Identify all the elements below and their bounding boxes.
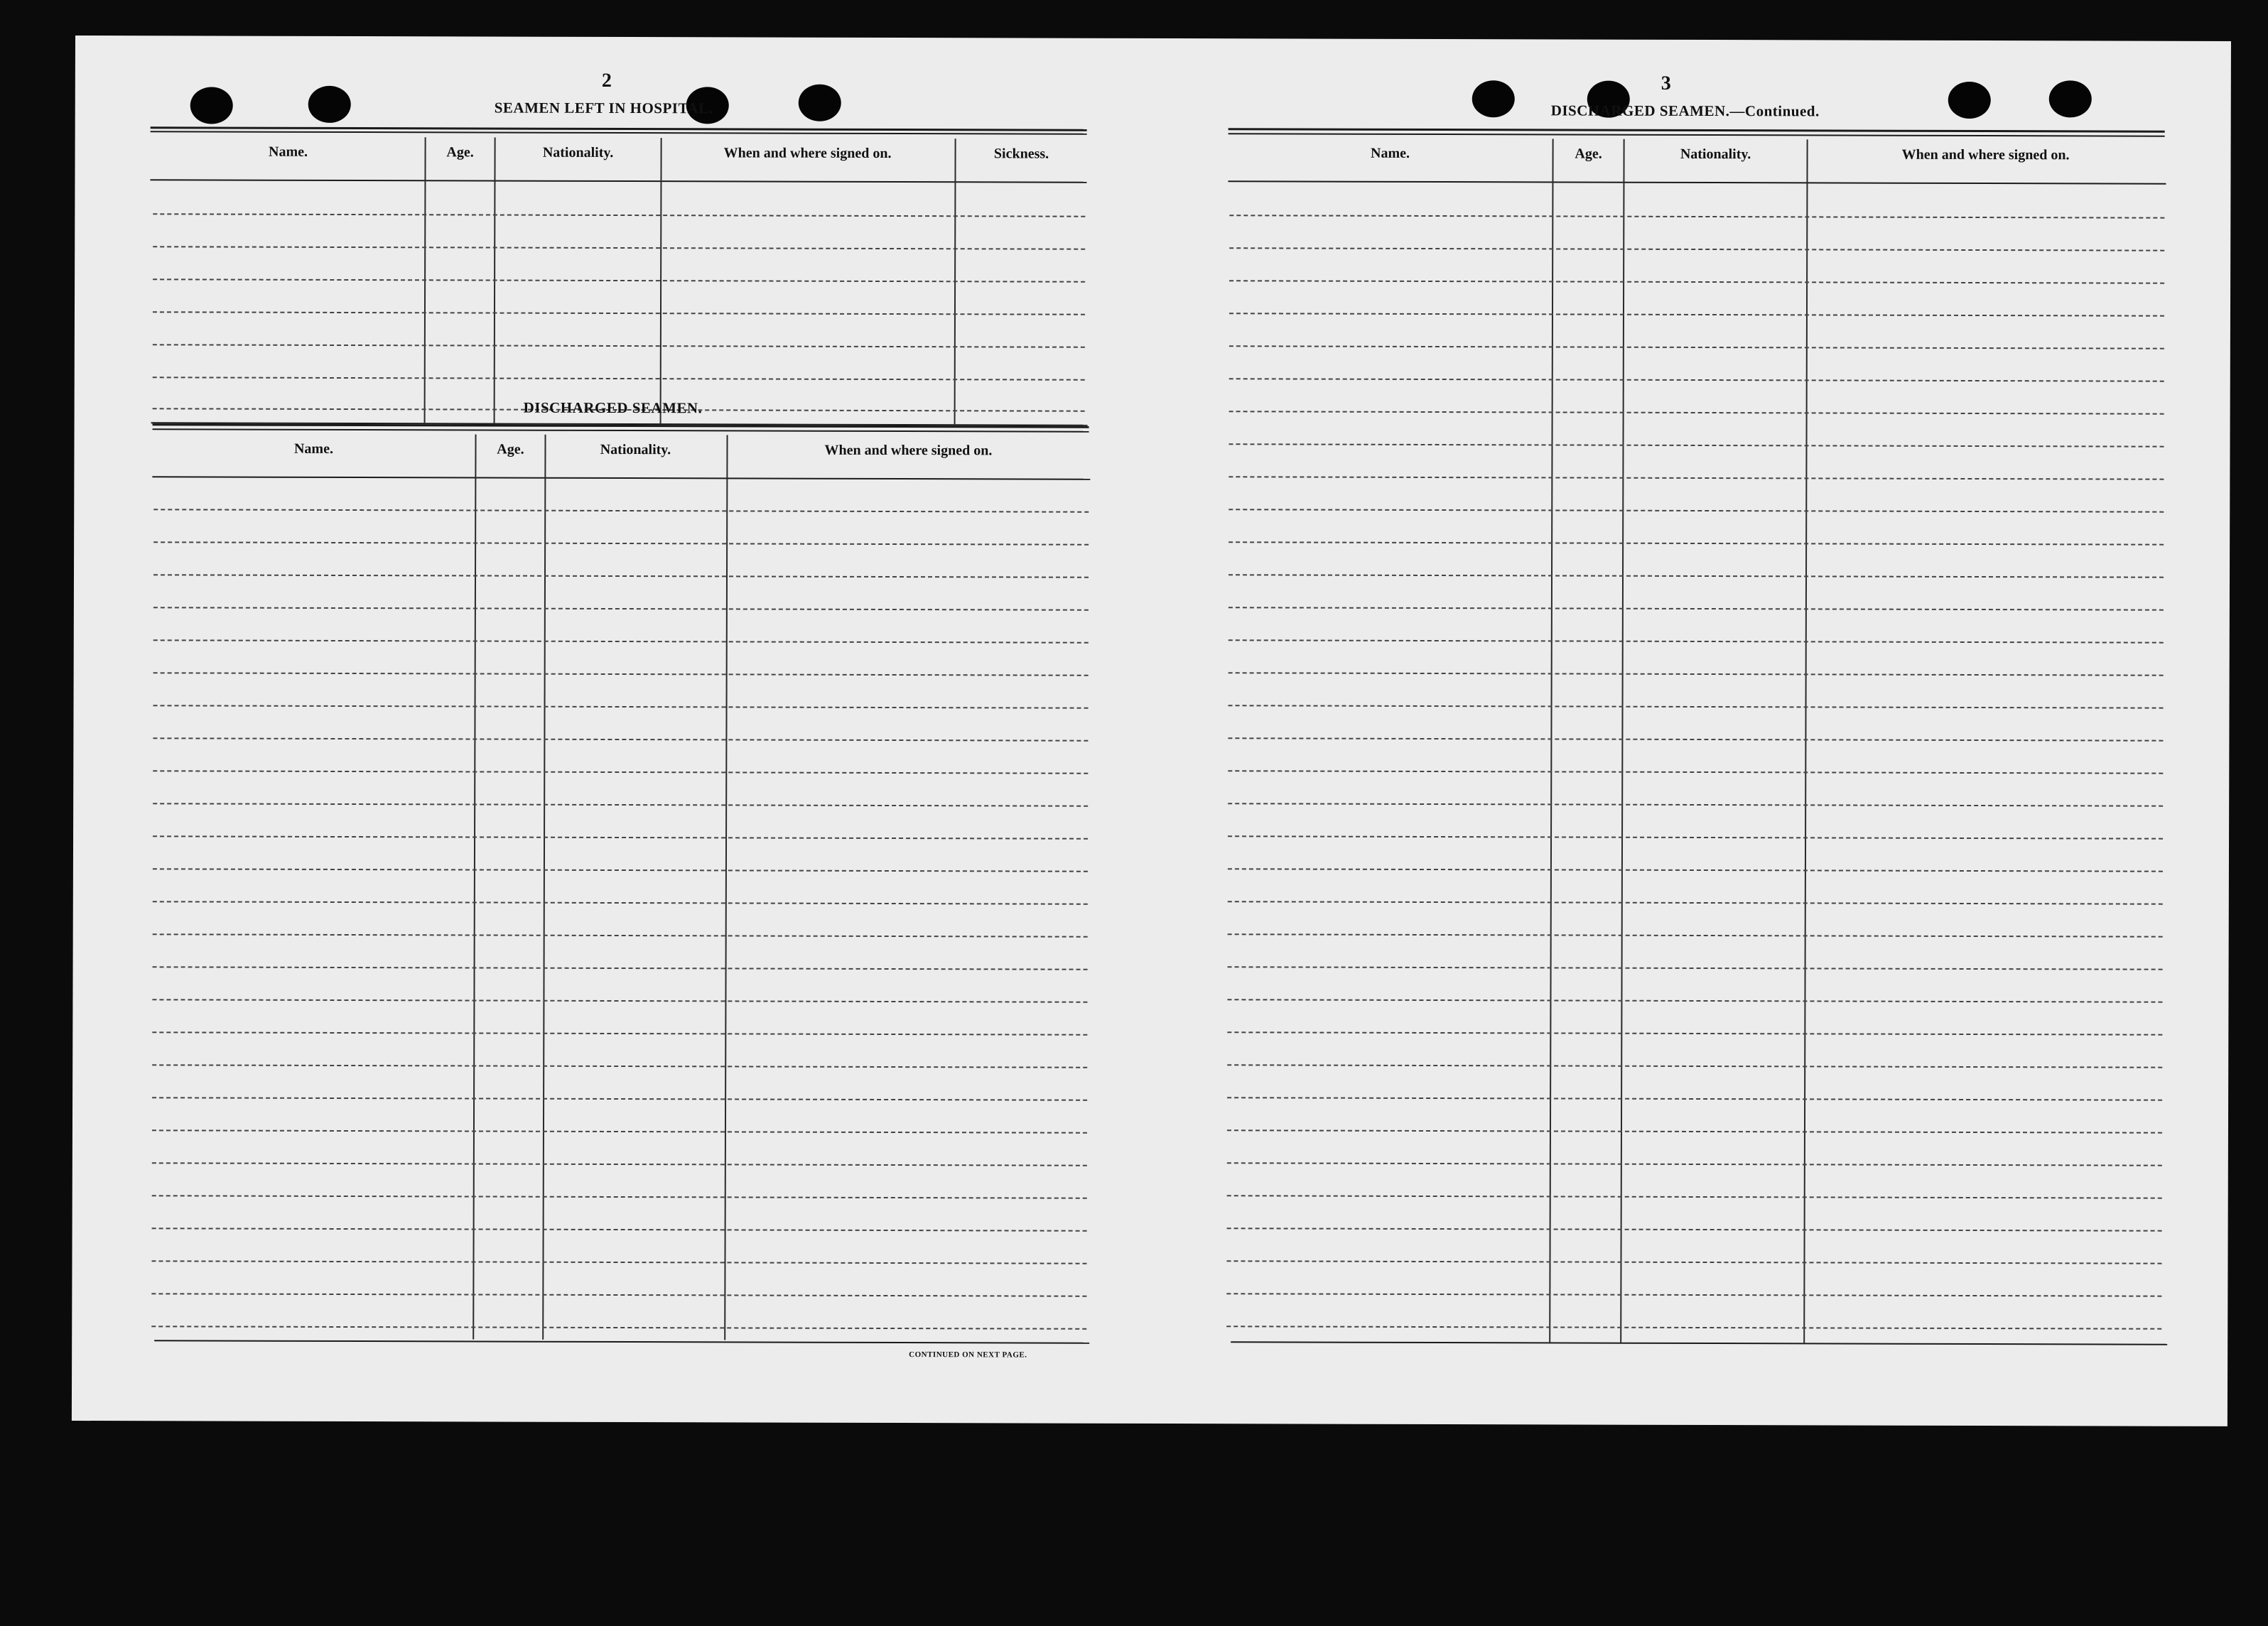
continued-header-rule (1228, 180, 2166, 184)
discharged-col-name: Name. (293, 440, 333, 457)
entry-line (153, 639, 1089, 643)
hospital-table-top-rule (151, 126, 1087, 131)
discharged-col-signed-on: When and where signed on. (824, 442, 993, 459)
entry-line (1228, 509, 2164, 512)
entry-line (1228, 672, 2164, 676)
continued-col-divider (1803, 139, 1808, 1343)
hospital-header-rule (150, 179, 1086, 183)
continued-table-bottom-rule (1231, 1341, 2167, 1345)
hospital-col-sickness: Sickness. (993, 146, 1049, 162)
entry-line (1228, 966, 2163, 970)
entry-line (152, 1195, 1087, 1198)
entry-line (1228, 443, 2164, 447)
discharged-col-nationality: Nationality. (600, 441, 671, 458)
entry-line (1228, 705, 2164, 708)
continued-table-top-rule (1228, 133, 2165, 136)
entry-line (1229, 247, 2164, 251)
entry-line (152, 1129, 1087, 1133)
continued-col-name: Name. (1371, 145, 1410, 161)
entry-line (1228, 933, 2163, 937)
entry-line (1228, 574, 2164, 578)
entry-line (153, 278, 1085, 282)
entry-line (1228, 835, 2163, 839)
entry-line (1227, 1227, 2162, 1231)
hospital-col-age: Age. (446, 144, 474, 161)
entry-line (153, 509, 1089, 512)
entry-line (1229, 280, 2164, 283)
continued-col-nationality: Nationality. (1680, 146, 1751, 163)
entry-line (152, 1162, 1087, 1166)
entry-line (1227, 1195, 2162, 1198)
entry-line (153, 770, 1088, 774)
entry-line (1226, 1293, 2161, 1296)
entry-line (153, 933, 1088, 937)
discharged-col-divider (724, 435, 728, 1340)
entry-line (1228, 803, 2163, 806)
entry-line (1227, 1162, 2162, 1166)
continued-col-divider (1620, 139, 1624, 1343)
entry-line (1228, 901, 2163, 904)
hospital-col-name: Name. (269, 143, 308, 160)
discharged-continued-title: DISCHARGED SEAMEN.—Continued. (1550, 102, 1820, 120)
page-number: 2 (601, 69, 612, 92)
entry-line (1229, 345, 2164, 349)
entry-line (1227, 1064, 2162, 1068)
entry-line (152, 1227, 1087, 1231)
entry-line (1227, 1097, 2162, 1100)
discharged-col-divider (472, 434, 476, 1339)
discharged-section-title: DISCHARGED SEAMEN. (523, 399, 703, 417)
entry-line (1229, 378, 2164, 381)
entry-line (1227, 1031, 2162, 1035)
entry-line (153, 246, 1085, 249)
discharged-table-top-rule (153, 428, 1089, 432)
entry-line (153, 344, 1085, 347)
entry-line (153, 868, 1088, 872)
entry-line (1228, 476, 2164, 479)
entry-line (153, 966, 1088, 970)
discharged-col-age: Age. (497, 441, 524, 457)
entry-line (152, 1097, 1087, 1100)
entry-line (1226, 1326, 2161, 1329)
entry-line (152, 1031, 1087, 1035)
entry-line (153, 737, 1088, 741)
hospital-section-title: SEAMEN LEFT IN HOSPITAL. (494, 99, 713, 117)
entry-line (1229, 313, 2164, 316)
entry-line (1229, 215, 2164, 218)
entry-line (153, 541, 1089, 545)
discharged-col-divider (542, 435, 546, 1340)
entry-line (153, 376, 1085, 380)
entry-line (1226, 1260, 2161, 1264)
page-number: 3 (1660, 72, 1671, 94)
entry-line (153, 705, 1089, 708)
entry-line (153, 311, 1085, 315)
entry-line (153, 803, 1088, 806)
entry-line (153, 901, 1088, 904)
hospital-col-nationality: Nationality. (542, 144, 614, 161)
entry-line (1228, 868, 2163, 872)
entry-line (152, 1064, 1087, 1068)
continued-col-divider (1549, 139, 1553, 1342)
entry-line (1229, 411, 2164, 414)
entry-line (153, 607, 1089, 610)
entry-line (1227, 1129, 2162, 1133)
entry-line (153, 835, 1088, 839)
entry-line (151, 1260, 1086, 1264)
entry-line (153, 672, 1089, 676)
discharged-header-rule (152, 476, 1090, 479)
hospital-col-signed-on: When and where signed on. (723, 145, 892, 162)
entry-line (152, 999, 1087, 1002)
discharged-table-bottom-rule (154, 1340, 1089, 1343)
right-page (1150, 38, 2231, 1426)
continued-note: CONTINUED ON NEXT PAGE. (909, 1350, 1027, 1360)
entry-line (1228, 770, 2163, 774)
continued-table-top-rule (1228, 128, 2165, 132)
entry-line (1227, 999, 2162, 1002)
entry-line (151, 1293, 1086, 1296)
entry-line (153, 213, 1085, 217)
entry-line (1228, 541, 2164, 545)
entry-line (1228, 737, 2163, 741)
continued-col-signed-on: When and where signed on. (1901, 146, 2070, 163)
hospital-table-top-rule (151, 131, 1087, 134)
entry-line (1228, 607, 2164, 610)
document-paper (72, 36, 2231, 1426)
entry-line (151, 1326, 1086, 1329)
continued-col-age: Age. (1575, 146, 1602, 162)
entry-line (1228, 639, 2164, 643)
entry-line (153, 574, 1089, 578)
left-page (72, 36, 1153, 1424)
